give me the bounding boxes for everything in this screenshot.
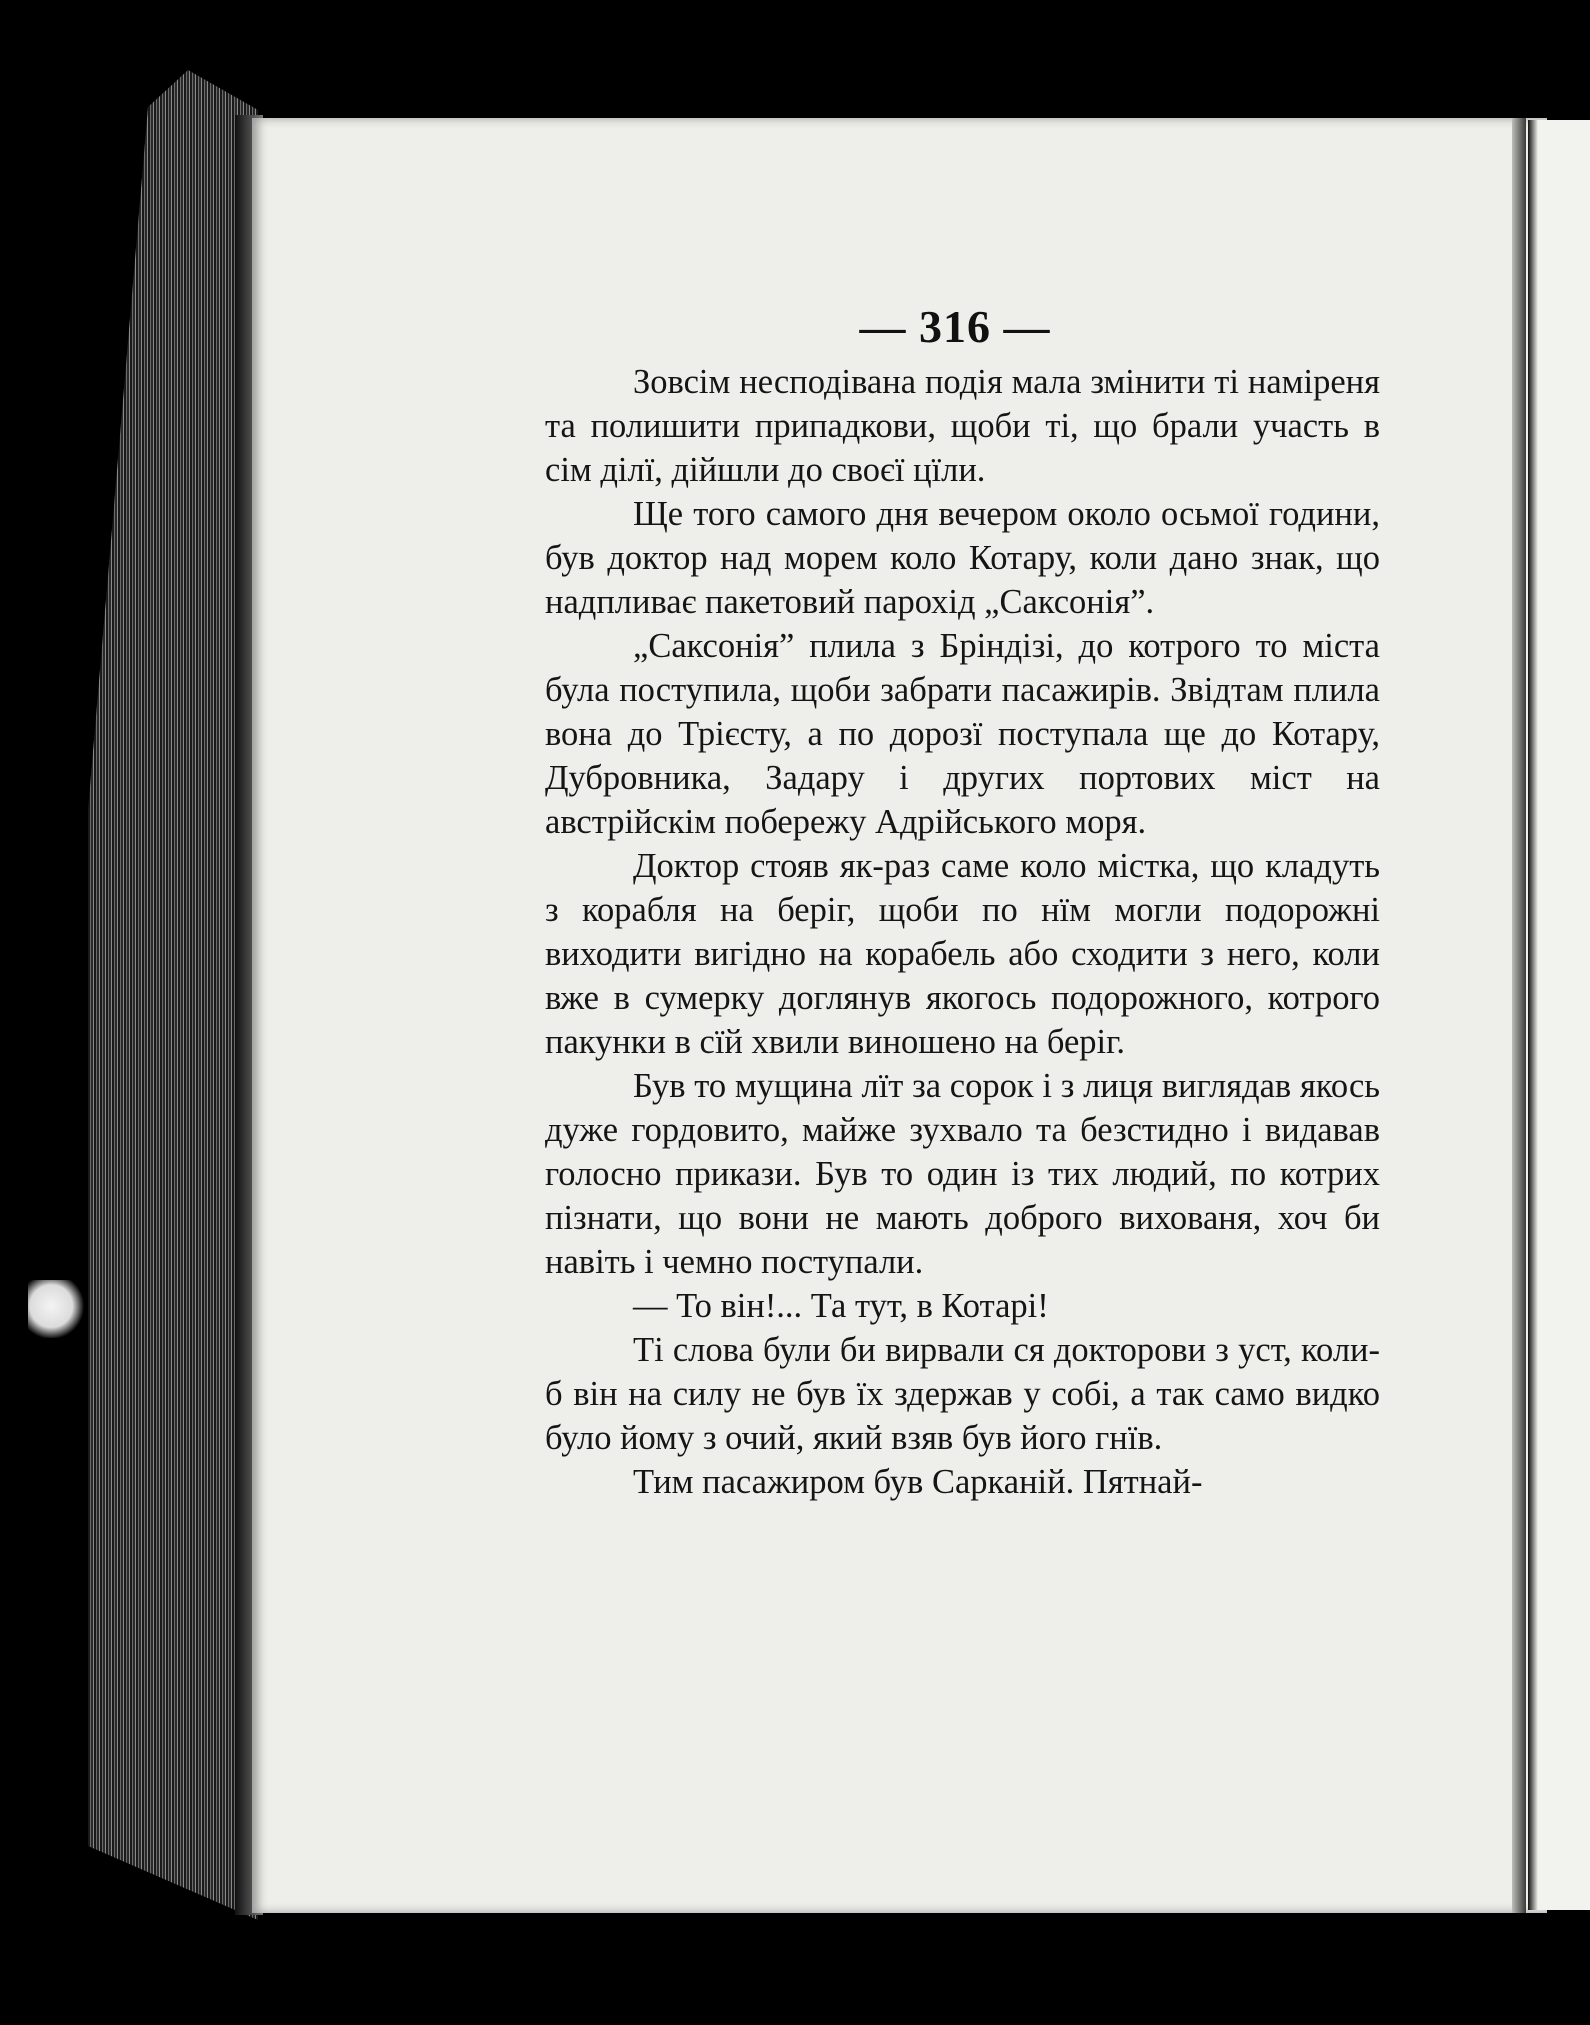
paragraph: — То він!... Та тут, в Котарі! [633, 1287, 1049, 1325]
paragraph: Доктор стояв як-раз саме коло містка, що кладуть з корабля на беріг, щоби по нїм могли подорожні виходити вигідно на корабель або сходити з него, коли вже в сумерку доглянув якогось подорожного, котрого пакунки в сїй хвили виношено на беріг. [545, 847, 1380, 1061]
paragraph: „Саксонія” плила з Бріндізі, до котрого то міста була поступила, щоби забрати пасажирів. Звідтам плила вона до Трієсту, а по дорозї поступала ще до Котару, Дубровника, Задару і других портових міст на австрійскім побережу Адрійського моря. [545, 627, 1380, 841]
book-page-edges [88, 70, 258, 1920]
scan-dust-mark [28, 1280, 86, 1338]
paragraph: Тим пасажиром був Сарканій. Пятнай- [633, 1463, 1203, 1501]
page-number: — 316 — [859, 301, 1051, 352]
facing-page-shadow [1528, 120, 1538, 1910]
paragraph: Ті слова були би вирвали ся докторови з уст, коли-б він на силу не був їх здержав у собі, а так само видко було йому з очий, який взяв був його гнїв. [545, 1331, 1380, 1457]
page-text [545, 360, 1380, 1504]
paragraph: Ще того самого дня вечером около осьмої години, був доктор над морем коло Котару, коли дано знак, що надпливає пакетовий парохід „Саксонія”. [545, 495, 1380, 621]
paragraph: Зовсім несподівана подія мала змінити ті наміреня та полишити припадкови, щоби ті, що брали участь в сім ділї, дійшли до своєї цїли. [545, 363, 1380, 489]
page-right-edge [1512, 118, 1526, 1913]
paragraph: Був то мущина лїт за сорок і з лиця виглядав якось дуже гордовито, майже зухвало та безстидно і видавав голосно прикази. Був то один із тих людий, по котрих пізнати, що вони не мають доброго вихованя, хоч би навіть і чемно поступали. [545, 1067, 1380, 1281]
